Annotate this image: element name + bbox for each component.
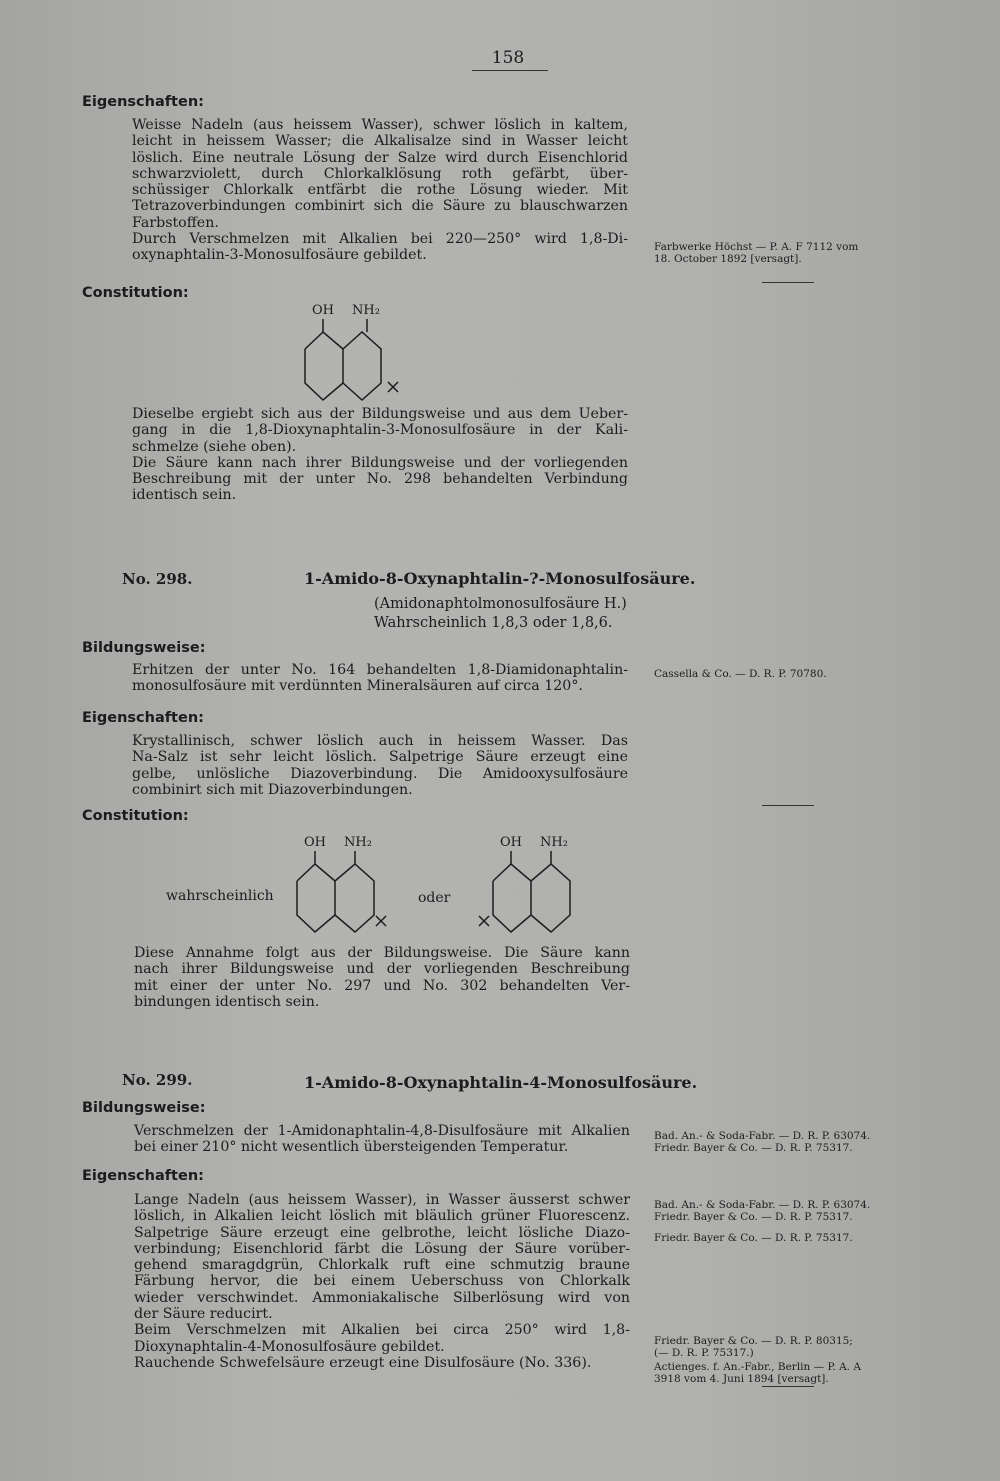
page-number-underline bbox=[472, 70, 548, 71]
text-line: Krystallinisch, schwer löslich auch in heissem Wasser. Das bbox=[132, 733, 628, 749]
reference-line: 18. October 1892 [versagt]. bbox=[654, 253, 802, 265]
nh2-label: NH₂ bbox=[344, 835, 372, 850]
entry-title-299: 1-Amido-8-Oxynaphtalin-4-Monosulfosäure. bbox=[304, 1073, 698, 1092]
bildungsweise-label-299: Bildungsweise: bbox=[82, 1100, 206, 1116]
text-line: Dieselbe ergiebt sich aus der Bildungsweise und aus dem Ueber- bbox=[132, 406, 628, 422]
reference-rauchend-299 bbox=[654, 1361, 861, 1385]
reference-line: Actienges. f. An.-Fabr., Berlin — P. A. A bbox=[654, 1361, 861, 1373]
entry-number-298: No. 298. bbox=[122, 570, 193, 588]
text-line: Salpetrige Säure erzeugt eine gelbrothe, leicht lösliche Diazo- bbox=[134, 1224, 630, 1241]
text-line: Diese Annahme folgt aus der Bildungsweise. Die Säure kann bbox=[134, 945, 630, 961]
text-line: Beim Verschmelzen mit Alkalien bei circa 250° wird 1,8- bbox=[134, 1322, 630, 1339]
reference-eigenschaften-299b: Friedr. Bayer & Co. — D. R. P. 75317. bbox=[654, 1232, 853, 1244]
eigenschaften-label-298: Eigenschaften: bbox=[82, 710, 204, 726]
oder-label: oder bbox=[418, 890, 451, 906]
text-line: combinirt sich mit Diazoverbindungen. bbox=[132, 781, 413, 798]
text-line: oxynaphtalin-3-Monosulfosäure gebildet. bbox=[132, 247, 427, 264]
eigenschaften-text-299 bbox=[134, 1192, 630, 1371]
reference-line: Bad. An.- & Soda-Fabr. — D. R. P. 63074. bbox=[654, 1130, 871, 1142]
text-line: Weisse Nadeln (aus heissem Wasser), schwer löslich in kaltem, bbox=[132, 117, 628, 133]
eigenschaften-label-297: Eigenschaften: bbox=[82, 94, 204, 110]
text-line: Verschmelzen der 1-Amidonaphtalin-4,8-Disulfosäure mit Alkalien bbox=[134, 1123, 630, 1139]
text-line: löslich. Eine neutrale Lösung der Salze wird durch Eisenchlorid bbox=[132, 149, 628, 166]
margin-rule bbox=[762, 805, 814, 806]
text-line: Durch Verschmelzen mit Alkalien bei 220—250° wird 1,8-Di- bbox=[132, 231, 628, 248]
bleed-through-texture bbox=[640, 98, 644, 113]
bildungsweise-text-298 bbox=[132, 662, 628, 695]
oh-label: OH bbox=[500, 835, 522, 850]
reference-line: 3918 vom 4. Juni 1894 [versagt]. bbox=[654, 1373, 829, 1385]
eigenschaften-label-299: Eigenschaften: bbox=[82, 1168, 204, 1184]
naphthalene-structure-298a bbox=[290, 830, 410, 945]
text-line: Färbung hervor, die bei einem Ueberschuss von Chlorkalk bbox=[134, 1273, 630, 1290]
bildungsweise-label-298: Bildungsweise: bbox=[82, 640, 206, 656]
constitution-text-298 bbox=[134, 945, 630, 1010]
text-line: identisch sein. bbox=[132, 487, 237, 504]
text-line: gehend smaragdgrün, Chlorkalk ruft eine schmutzig braune bbox=[134, 1257, 630, 1274]
text-line: gelbe, unlösliche Diazoverbindung. Die Amidooxysulfosäure bbox=[132, 765, 628, 782]
eigenschaften-text-298 bbox=[132, 733, 628, 798]
entry-title-298: 1-Amido-8-Oxynaphtalin-?-Monosulfosäure. bbox=[304, 569, 696, 588]
reference-schmelz-299 bbox=[654, 1335, 853, 1359]
reference-bildung-299 bbox=[654, 1130, 870, 1154]
bildungsweise-text-299 bbox=[134, 1123, 630, 1156]
margin-rule bbox=[762, 1386, 814, 1387]
margin-rule bbox=[762, 282, 814, 283]
nh2-label: NH₂ bbox=[540, 835, 568, 850]
wahrscheinlich-label: wahrscheinlich bbox=[166, 888, 274, 904]
text-line: gang in die 1,8-Dioxynaphtalin-3-Monosulfosäure in der Kali- bbox=[132, 422, 628, 439]
text-line: leicht in heissem Wasser; die Alkalisalze sind in Wasser leicht bbox=[132, 133, 628, 150]
reference-line: Friedr. Bayer & Co. — D. R. P. 75317. bbox=[654, 1142, 853, 1154]
text-line: verbindung; Eisenchlorid färbt die Lösung der Säure vorüber- bbox=[134, 1240, 630, 1257]
constitution-label-297: Constitution: bbox=[82, 285, 189, 301]
entry-subtitle-298b: Wahrscheinlich 1,8,3 oder 1,8,6. bbox=[374, 615, 613, 631]
text-line: Tetrazoverbindungen combinirt sich die Säure zu blauschwarzen bbox=[132, 198, 628, 215]
nh2-label: NH₂ bbox=[352, 303, 380, 318]
reference-line: Farbwerke Höchst — P. A. F 7112 vom bbox=[654, 241, 859, 253]
reference-eigenschaften-299a bbox=[654, 1199, 870, 1223]
eigenschaften-text-297 bbox=[132, 117, 628, 264]
text-line: schüssiger Chlorkalk entfärbt die rothe Lösung wieder. Mit bbox=[132, 182, 628, 199]
entry-number-299: No. 299. bbox=[122, 1071, 193, 1089]
page-number: 158 bbox=[491, 48, 525, 68]
text-line: schwarzviolett, durch Chlorkalklösung roth gefärbt, über- bbox=[132, 165, 628, 182]
entry-subtitle-298: (Amidonaphtolmonosulfosäure H.) bbox=[374, 596, 627, 612]
reference-hoechst bbox=[654, 241, 858, 265]
naphthalene-structure-297 bbox=[298, 298, 418, 413]
text-line: Lange Nadeln (aus heissem Wasser), in Wasser äusserst schwer bbox=[134, 1192, 630, 1208]
reference-line: (— D. R. P. 75317.) bbox=[654, 1347, 754, 1359]
text-line: mit einer der unter No. 297 und No. 302 behandelten Ver- bbox=[134, 977, 630, 994]
text-line: wieder verschwindet. Ammoniakalische Silberlösung wird von bbox=[134, 1289, 630, 1306]
oh-label: OH bbox=[312, 303, 334, 318]
text-line: Farbstoffen. bbox=[132, 214, 219, 231]
oh-label: OH bbox=[304, 835, 326, 850]
text-line: monosulfosäure mit verdünnten Mineralsäuren auf circa 120°. bbox=[132, 678, 583, 695]
text-line: nach ihrer Bildungsweise und der vorliegenden Beschreibung bbox=[134, 961, 630, 978]
text-line: Dioxynaphtalin-4-Monosulfosäure gebildet. bbox=[134, 1338, 445, 1355]
text-line: schmelze (siehe oben). bbox=[132, 438, 297, 455]
text-line: Erhitzen der unter No. 164 behandelten 1,8-Diamidonaphtalin- bbox=[132, 662, 628, 678]
text-line: Rauchende Schwefelsäure erzeugt eine Disulfosäure (No. 336). bbox=[134, 1354, 592, 1371]
naphthalene-structure-298b bbox=[476, 830, 596, 945]
reference-cassella: Cassella & Co. — D. R. P. 70780. bbox=[654, 668, 827, 680]
text-line: Die Säure kann nach ihrer Bildungsweise und der vorliegenden bbox=[132, 454, 628, 471]
text-line: bindungen identisch sein. bbox=[134, 993, 320, 1010]
constitution-label-298: Constitution: bbox=[82, 808, 189, 824]
text-line: bei einer 210° nicht wesentlich übersteigenden Temperatur. bbox=[134, 1139, 569, 1156]
reference-line: Bad. An.- & Soda-Fabr. — D. R. P. 63074. bbox=[654, 1199, 871, 1211]
constitution-text-297 bbox=[132, 406, 628, 504]
text-line: der Säure reducirt. bbox=[134, 1306, 273, 1323]
text-line: löslich, in Alkalien leicht löslich mit bläulich grüner Fluorescenz. bbox=[134, 1208, 630, 1225]
text-line: Na-Salz ist sehr leicht löslich. Salpetrige Säure erzeugt eine bbox=[132, 749, 628, 766]
reference-line: Friedr. Bayer & Co. — D. R. P. 80315; bbox=[654, 1335, 853, 1347]
reference-line: Friedr. Bayer & Co. — D. R. P. 75317. bbox=[654, 1211, 853, 1223]
text-line: Beschreibung mit der unter No. 298 behandelten Verbindung bbox=[132, 471, 628, 488]
